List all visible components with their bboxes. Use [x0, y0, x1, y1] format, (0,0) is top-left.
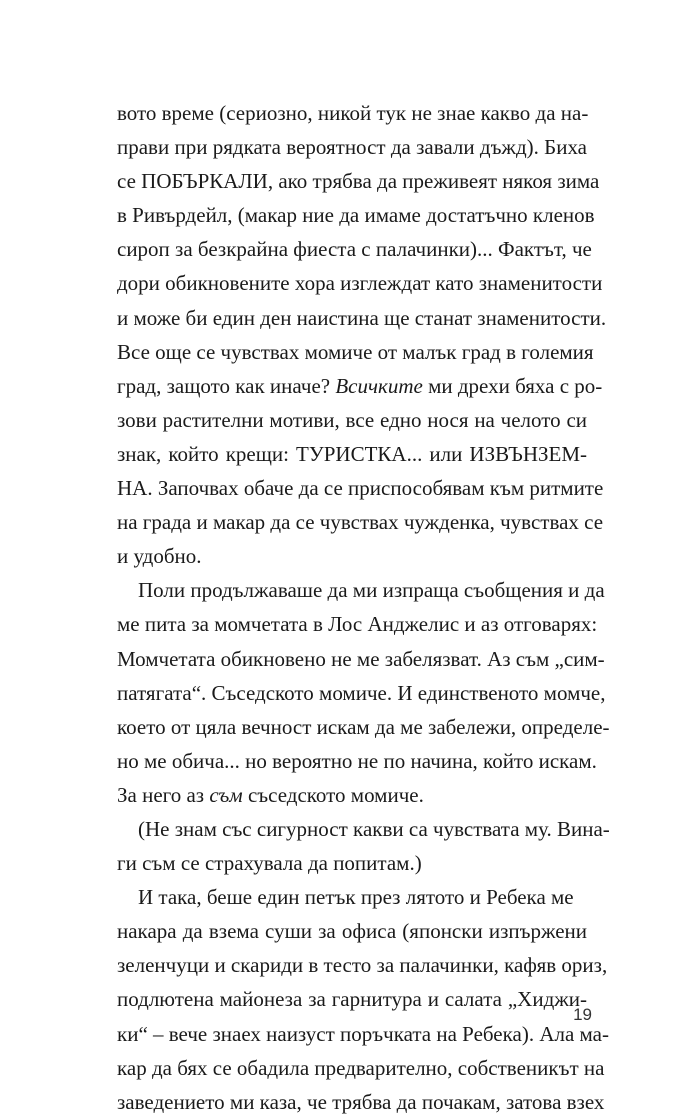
text-run: (Не знам със сигурност какви са чувствата му. Вина-	[138, 816, 610, 841]
text-line: знак, който крещи: ТУРИСТКА... или ИЗВЪНЗЕМ-	[117, 441, 587, 466]
text-line: кар да бях се обадила предварително, собственикът на	[117, 1055, 605, 1080]
text-run: град, защото как иначе?	[117, 373, 336, 398]
text-line	[117, 812, 610, 846]
text-line: сироп за безкрайна фиеста с палачинки)... Фактът, че	[117, 237, 592, 262]
body-text	[117, 96, 610, 1119]
text-line: ки“ – вече знаех наизуст поръчката на Ребека). Ала ма-	[117, 1021, 609, 1046]
text-line: на града и макар да се чувствах чужденка, чувствах се	[117, 510, 604, 535]
text-run: И така, беше един петък през лятото и Ребека ме	[138, 885, 574, 910]
text-line: се ПОБЪРКАЛИ, ако трябва да преживеят някоя зима	[117, 169, 600, 194]
paragraph-3	[117, 812, 610, 880]
italic-word: Всичките	[335, 373, 423, 398]
text-line: НА. Започвах обаче да се приспособявам към ритмите	[117, 476, 604, 501]
text-line	[117, 573, 605, 607]
text-line: прави при рядката вероятност да завали дъжд). Биха	[117, 135, 587, 160]
italic-word: съм	[209, 782, 243, 807]
paragraph-4	[117, 880, 609, 1119]
text-line: дори обикновените хора изглеждат като знаменитости	[117, 271, 603, 296]
text-line: но ме обича... но вероятно не по начина, който искам.	[117, 748, 597, 773]
text-run: съседското момиче.	[242, 782, 424, 807]
text-line: и може би един ден наистина ще станат знаменитости.	[117, 305, 607, 330]
text-line: Момчетата обикновено не ме забелязват. Аз съм „сим-	[117, 646, 605, 671]
text-run: ми дрехи бяха с ро-	[422, 373, 603, 398]
text-line	[117, 880, 587, 914]
text-line: зови растителни мотиви, все едно нося на челото си	[117, 407, 587, 432]
text-line: и удобно.	[117, 544, 202, 569]
text-line: заведението ми каза, че трябва да почакам, затова взех	[117, 1089, 605, 1114]
text-line: което от цяла вечност искам да ме забележи, определе-	[117, 714, 610, 739]
text-line: зеленчуци и скариди в тесто за палачинки, кафяв ориз,	[117, 953, 608, 978]
text-run: Поли продължаваше да ми изпраща съобщения и да	[138, 578, 605, 603]
text-line: ги съм се страхувала да попитам.)	[117, 851, 422, 876]
paragraph-1	[117, 96, 607, 573]
text-line: патягата“. Съседското момиче. И единственото момче,	[117, 680, 606, 705]
page-number: 19	[573, 1005, 592, 1024]
text-line: Все още се чувствах момиче от малък град в големия	[117, 339, 594, 364]
text-line: подлютена майонеза за гарнитура и салата „Хиджи-	[117, 987, 587, 1012]
text-line	[117, 369, 603, 403]
paragraph-2	[117, 573, 610, 812]
text-run: За него аз	[117, 782, 210, 807]
text-line: накара да взема суши за офиса (японски изпържени	[117, 919, 587, 944]
text-line	[117, 778, 587, 812]
text-line: вото време (сериозно, никой тук не знае какво да на-	[117, 101, 589, 125]
text-line: в Ривърдейл, (макар ние да имаме достатъчно кленов	[117, 203, 595, 228]
text-line: ме пита за момчетата в Лос Анджелис и аз отговарях:	[117, 612, 598, 637]
